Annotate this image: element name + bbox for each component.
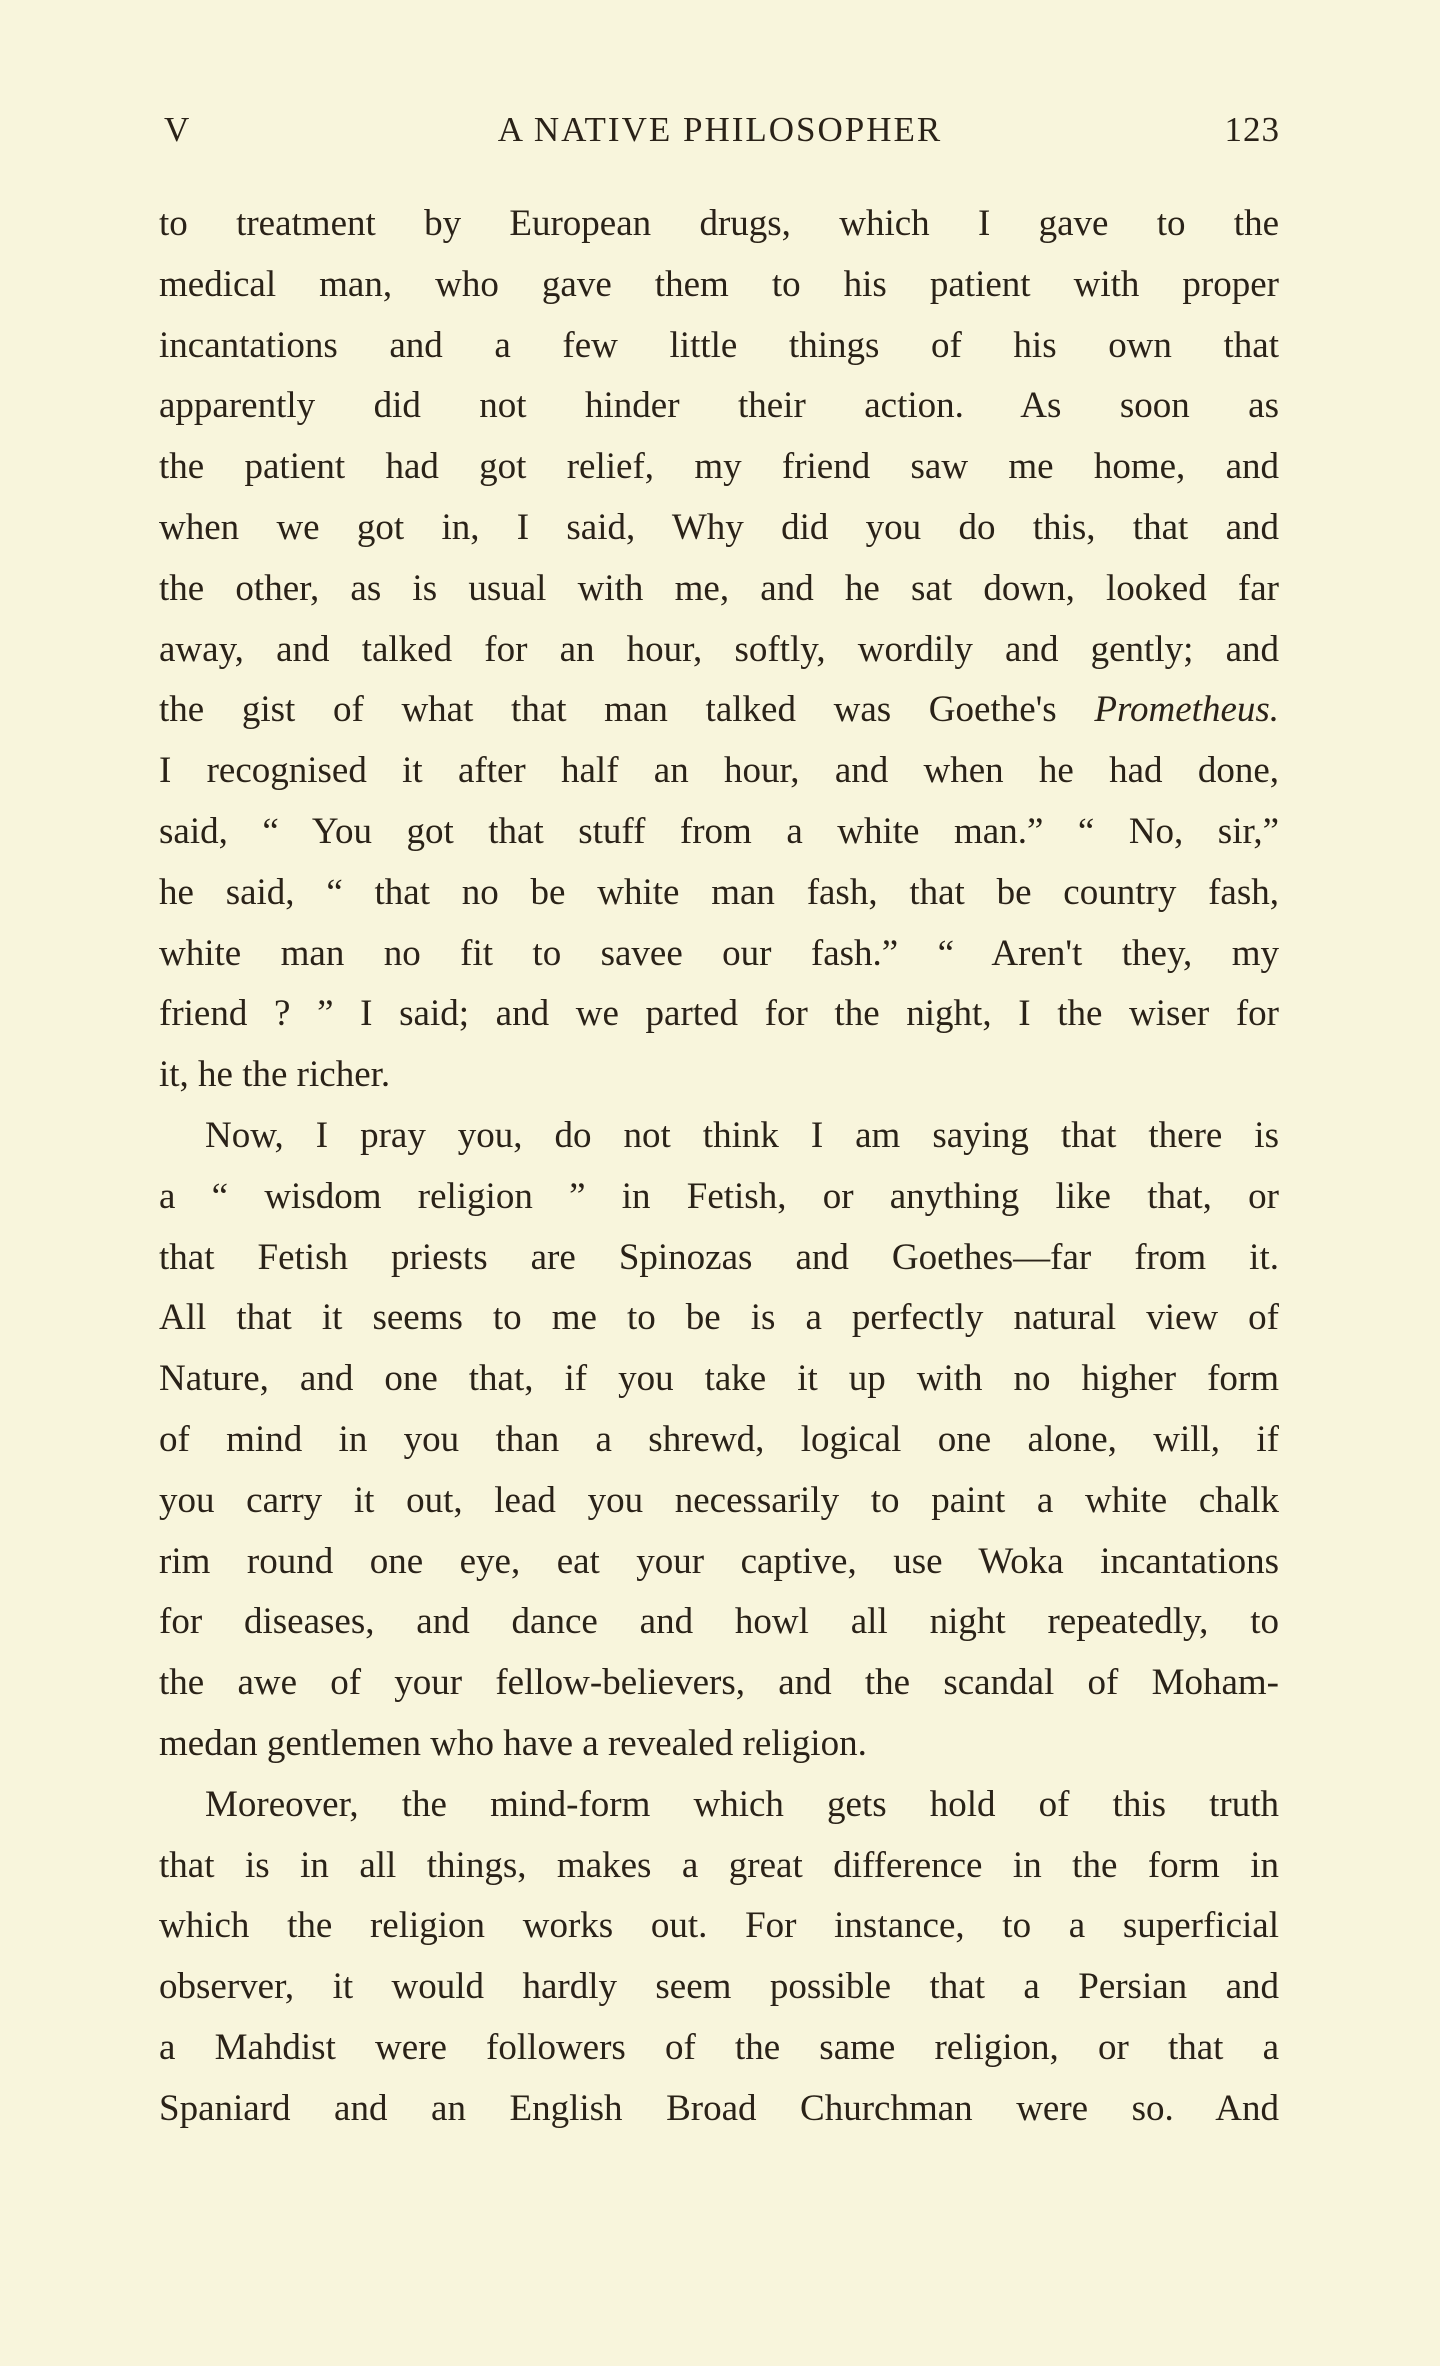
text-line-lead: the gist of what that man talked was Goethe's — [159, 689, 1057, 731]
text-line: apparently did not hinder their action. As soon as — [159, 385, 1279, 427]
text-line: white man no fit to savee our fash.” “ Aren't they, my — [159, 932, 1279, 974]
text-line: the other, as is usual with me, and he sat down, looked far — [159, 567, 1279, 609]
body-text — [159, 194, 1279, 2140]
text-line: which the religion works out. For instance, to a superficial — [159, 1905, 1279, 1947]
text-line: medan gentlemen who have a revealed religion. — [159, 1722, 867, 1764]
italic-title: Prometheus. — [1094, 689, 1280, 731]
text-line: Moreover, the mind-form which gets hold of this truth — [205, 1783, 1279, 1825]
text-line: to treatment by European drugs, which I gave to the — [159, 203, 1279, 244]
text-line-with-italic — [159, 680, 1279, 741]
text-line: rim round one eye, eat your captive, use Woka incantations — [159, 1540, 1279, 1582]
text-line: the patient had got relief, my friend saw me home, and — [159, 446, 1279, 488]
running-head — [160, 110, 1280, 160]
text-line: when we got in, I said, Why did you do this, that and — [159, 506, 1279, 548]
text-line: Nature, and one that, if you take it up with no higher form — [159, 1358, 1279, 1400]
text-line: of mind in you than a shrewd, logical one alone, will, if — [159, 1418, 1279, 1460]
text-line: friend ? ” I said; and we parted for the night, I the wiser for — [159, 993, 1279, 1035]
running-title: A NATIVE PHILOSOPHER — [497, 110, 943, 149]
text-line: said, “ You got that stuff from a white man.” “ No, sir,” — [159, 810, 1279, 852]
text-line: you carry it out, lead you necessarily to paint a white chalk — [159, 1479, 1279, 1521]
text-line: I recognised it after half an hour, and when he had done, — [159, 750, 1279, 792]
text-line: All that it seems to me to be is a perfectly natural view of — [159, 1297, 1279, 1339]
text-line: a “ wisdom religion ” in Fetish, or anything like that, or — [159, 1175, 1279, 1217]
text-line: Now, I pray you, do not think I am saying that there is — [205, 1114, 1279, 1156]
text-line: for diseases, and dance and howl all night repeatedly, to — [159, 1601, 1279, 1643]
text-line: medical man, who gave them to his patient with proper — [159, 263, 1279, 305]
text-line: observer, it would hardly seem possible that a Persian and — [159, 1966, 1279, 2008]
text-line: that is in all things, makes a great difference in the form in — [159, 1844, 1279, 1886]
page-number: 123 — [1224, 110, 1280, 149]
text-line: it, he the richer. — [159, 1054, 391, 1096]
text-line: Spaniard and an English Broad Churchman were so. And — [159, 2087, 1279, 2129]
text-line: the awe of your fellow-believers, and the scandal of Moham- — [159, 1662, 1279, 1704]
text-line: a Mahdist were followers of the same religion, or that a — [159, 2026, 1279, 2068]
chapter-number: V — [164, 110, 191, 149]
text-line: incantations and a few little things of his own that — [159, 324, 1279, 366]
text-line: that Fetish priests are Spinozas and Goethes—far from it. — [159, 1236, 1279, 1278]
text-line: away, and talked for an hour, softly, wordily and gently; and — [159, 628, 1279, 670]
text-line: he said, “ that no be white man fash, that be country fash, — [159, 871, 1279, 913]
